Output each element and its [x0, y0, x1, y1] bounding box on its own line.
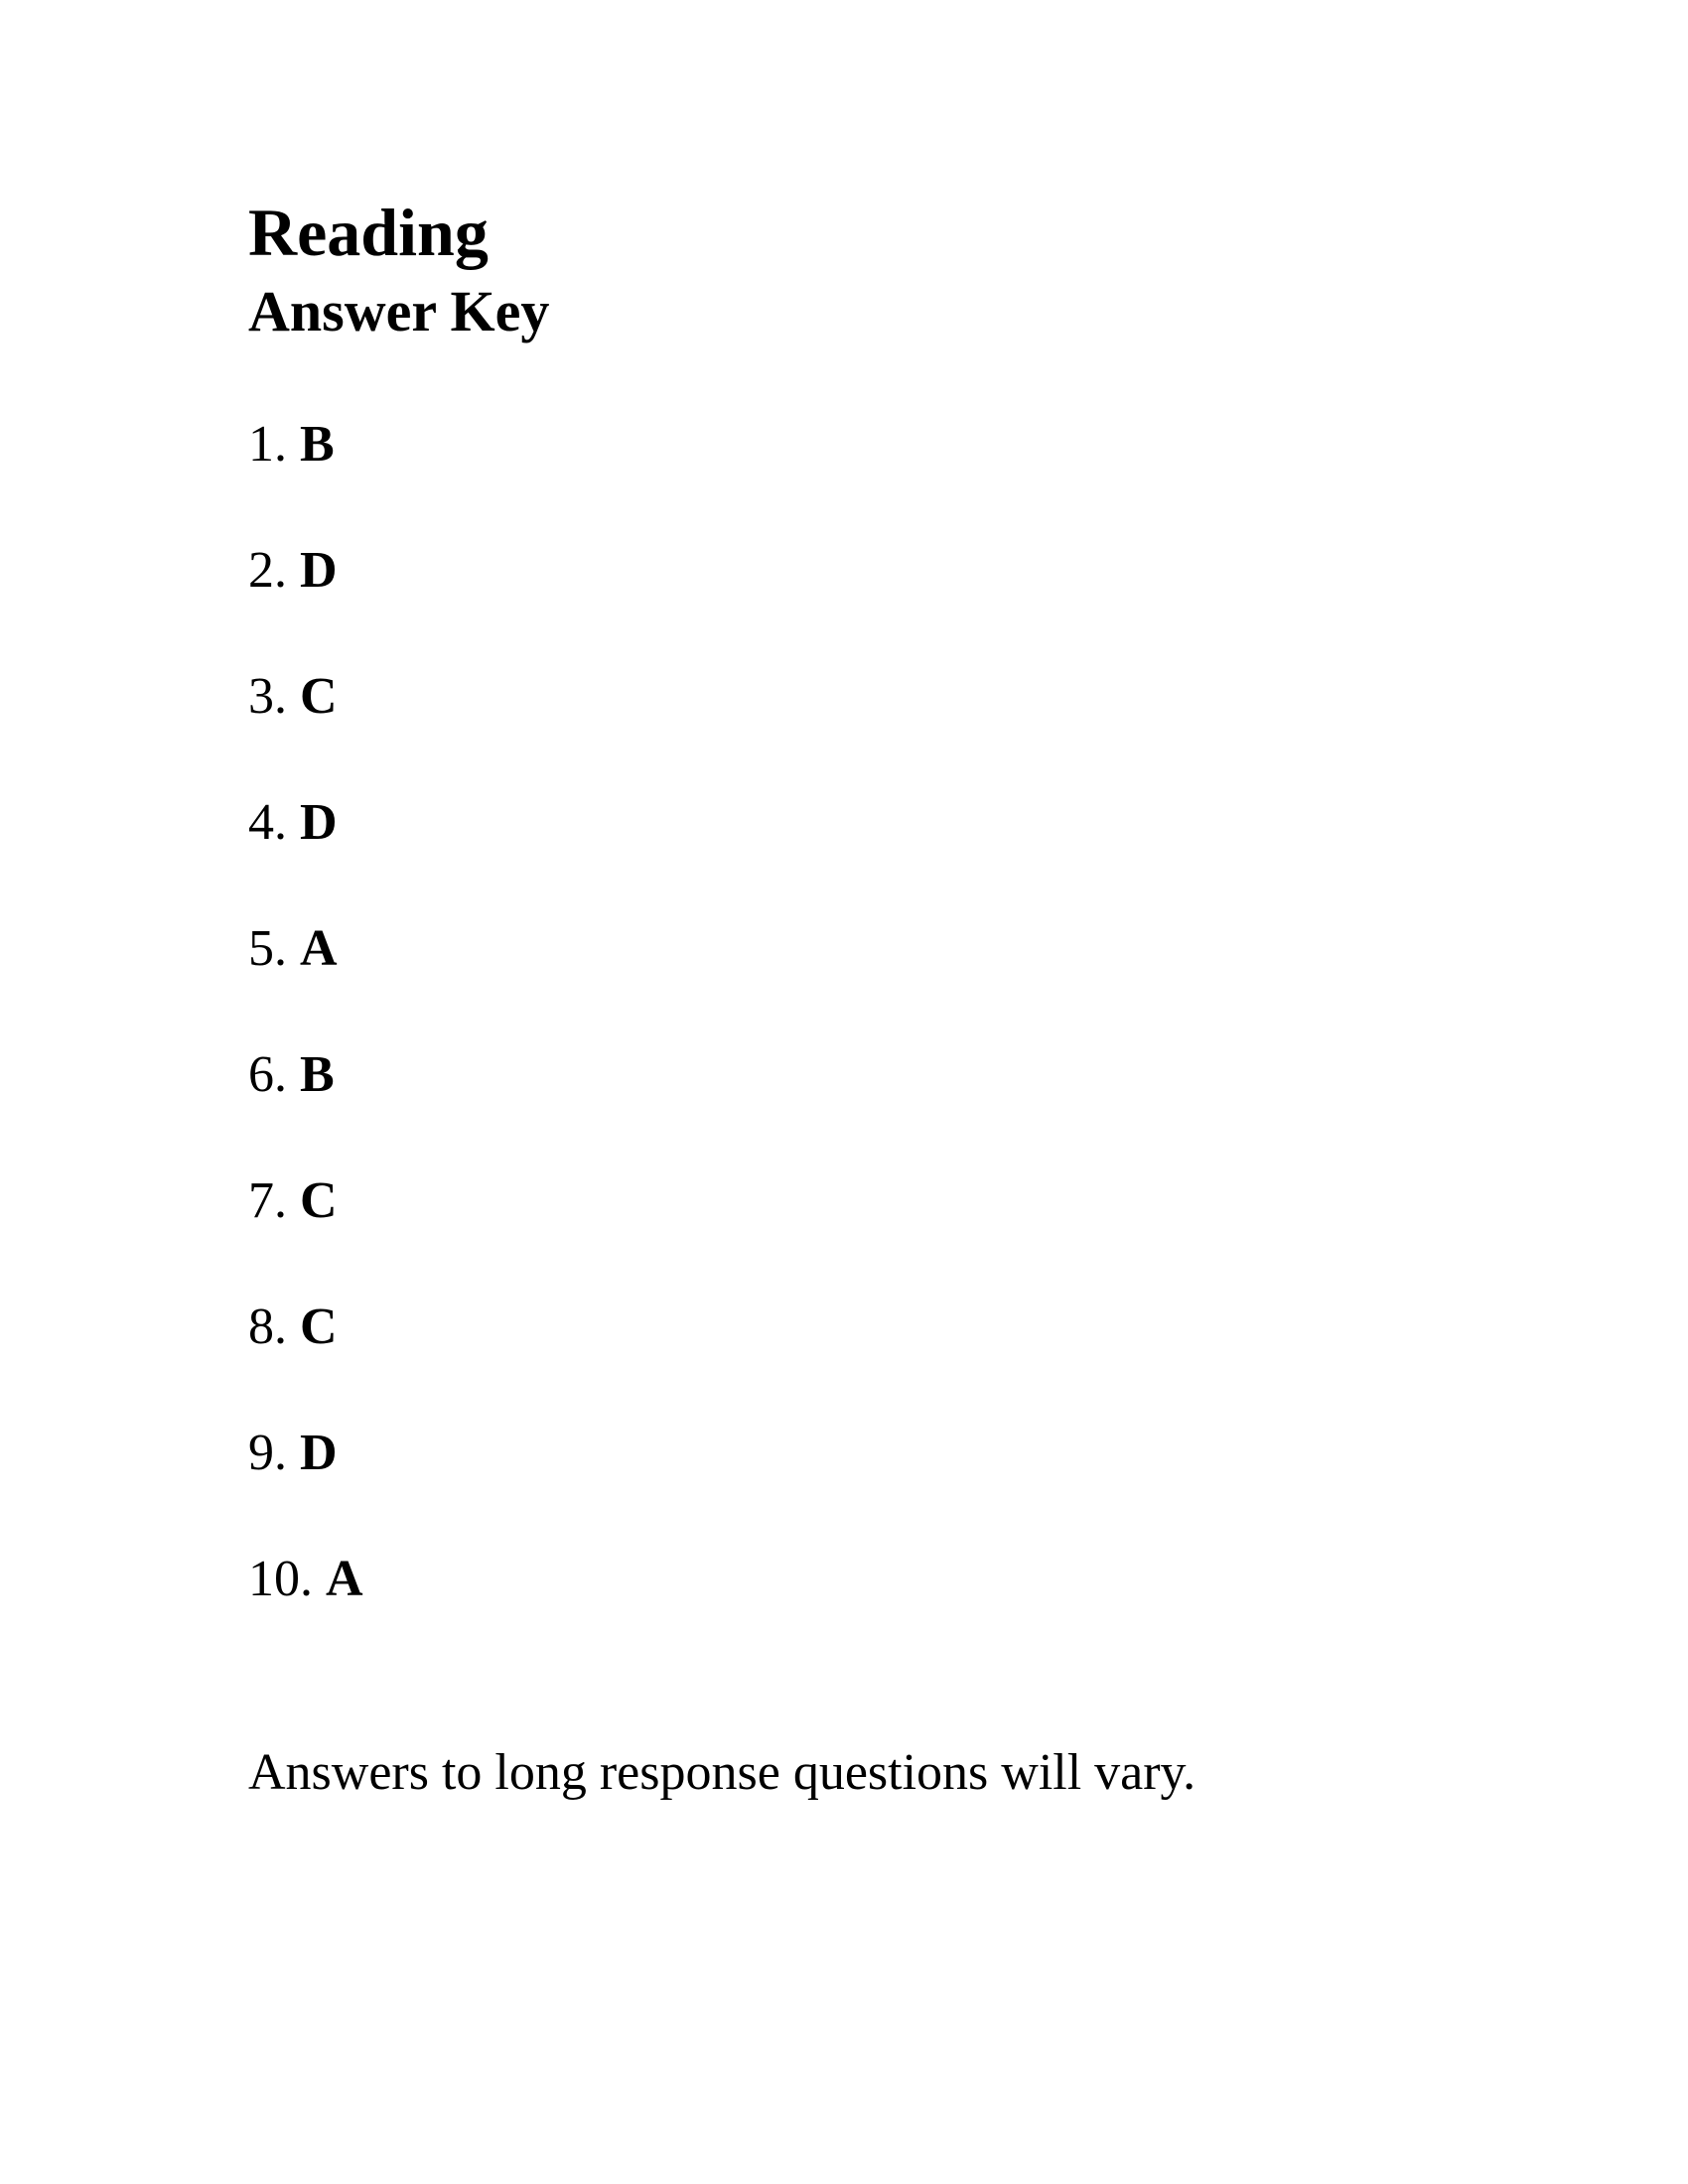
answer-letter: A	[326, 1551, 363, 1607]
answer-item	[248, 1550, 363, 1676]
answer-number: 8.	[248, 1298, 287, 1355]
long-response-note: Answers to long response questions will vary.	[248, 1744, 1196, 1801]
answer-letter: B	[300, 1046, 335, 1103]
answer-number: 2.	[248, 542, 287, 599]
answer-item	[248, 919, 363, 1045]
answer-letter: C	[300, 668, 338, 725]
answer-letter: C	[300, 1172, 338, 1229]
answer-item	[248, 1045, 363, 1171]
answer-number: 3.	[248, 668, 287, 725]
answer-item	[248, 793, 363, 919]
answer-number: 5.	[248, 920, 287, 977]
answer-item	[248, 541, 363, 667]
answer-item	[248, 667, 363, 793]
page-title: Reading	[248, 195, 489, 270]
answer-number: 7.	[248, 1172, 287, 1229]
answer-letter: B	[300, 416, 335, 473]
answer-number: 10.	[248, 1551, 313, 1607]
answer-number: 1.	[248, 416, 287, 473]
answer-list	[248, 415, 363, 1676]
answer-number: 6.	[248, 1046, 287, 1103]
answer-letter: C	[300, 1298, 338, 1355]
answer-item	[248, 1297, 363, 1424]
answer-letter: D	[300, 794, 338, 851]
answer-letter: A	[300, 920, 338, 977]
answer-number: 4.	[248, 794, 287, 851]
answer-item	[248, 415, 363, 541]
answer-letter: D	[300, 542, 338, 599]
answer-number: 9.	[248, 1425, 287, 1481]
answer-item	[248, 1424, 363, 1550]
answer-item	[248, 1171, 363, 1297]
answer-letter: D	[300, 1425, 338, 1481]
page-subtitle: Answer Key	[248, 279, 550, 343]
